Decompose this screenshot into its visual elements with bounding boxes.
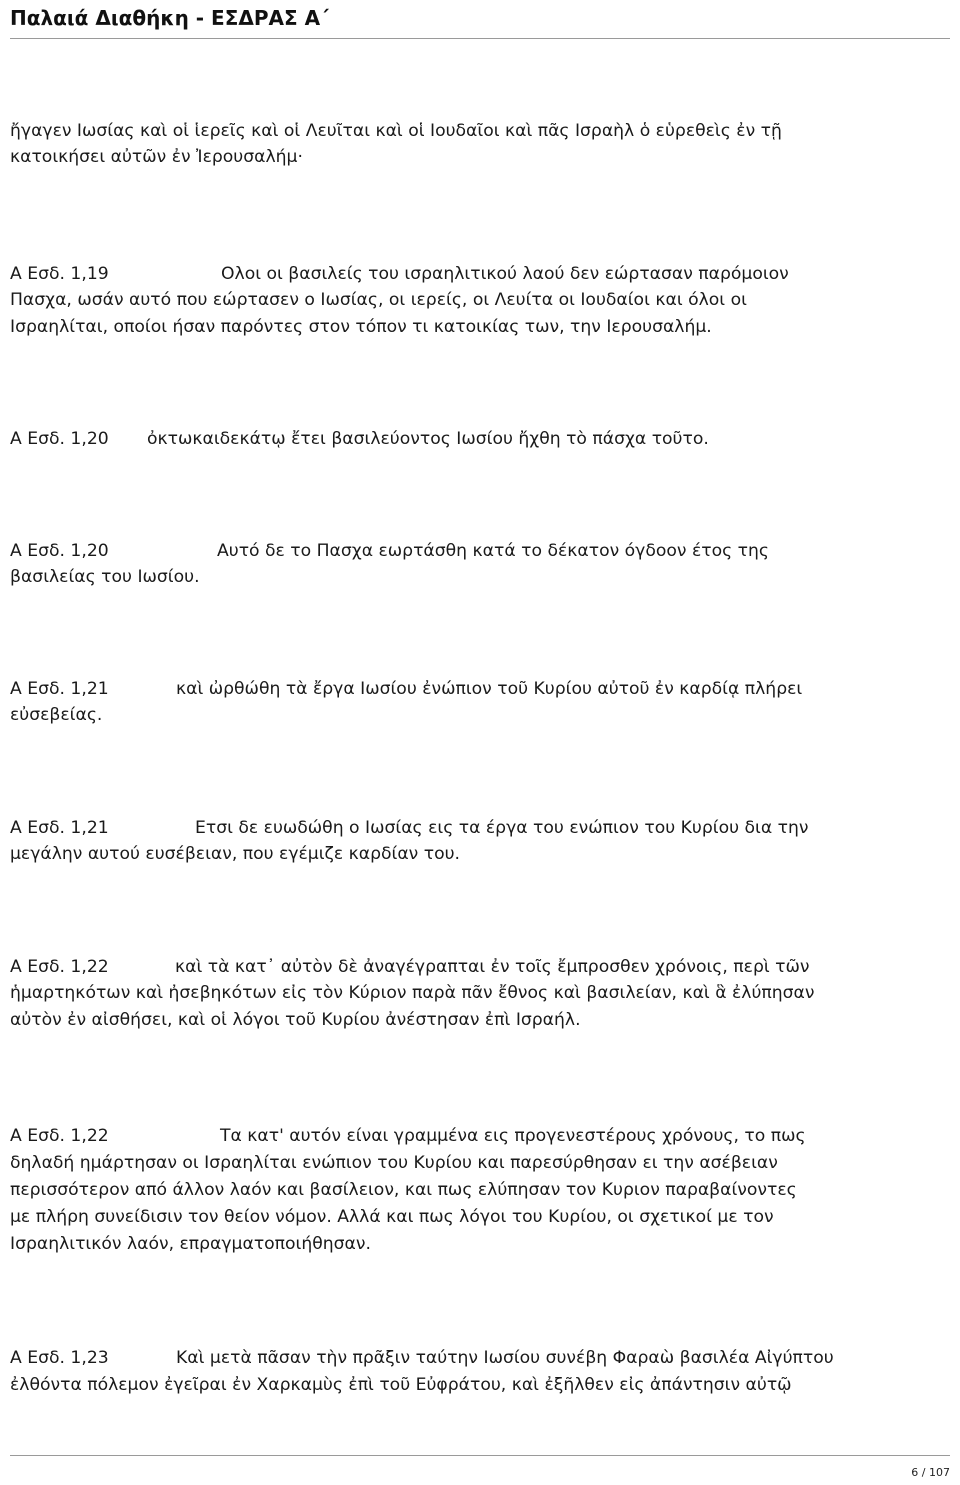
verse-line: ἐλθόντα πόλεμον ἐγεῖραι ἐν Χαρκαμὺς ἐπὶ τοῦ Εὐφράτου, καὶ ἐξῆλθεν εἰς ἀπάντησιν αὐτῷ	[10, 1375, 792, 1395]
verse-reference: Α Εσδ. 1,23	[10, 1348, 109, 1368]
verse-reference: Α Εσδ. 1,22	[10, 1126, 109, 1146]
verse-line: ἡμαρτηκότων καὶ ἠσεβηκότων εἰς τὸν Κύριον παρὰ πᾶν ἔθνος καὶ βασιλείαν, καὶ ἃ ἐλύπησαν	[10, 983, 815, 1003]
verse-text: καὶ ὠρθώθη τὰ ἔργα Ιωσίου ἐνώπιον τοῦ Κυρίου αὐτοῦ ἐν καρδίᾳ πλήρει	[176, 679, 803, 699]
verse-line	[10, 426, 709, 452]
verse-line	[10, 538, 769, 564]
verse-text: Ολοι οι βασιλείς του ισραηλιτικού λαού δεν εώρτασαν παρόμοιον	[221, 264, 789, 284]
verse-text: καὶ τὰ κατ᾿ αὐτὸν δὲ ἀναγέγραπται ἐν τοῖς ἔμπροσθεν χρόνοις, περὶ τῶν	[175, 957, 810, 977]
verse-line	[10, 954, 809, 980]
verse-line	[10, 676, 802, 702]
verse-line: βασιλείας του Ιωσίου.	[10, 567, 200, 587]
verse-reference: Α Εσδ. 1,21	[10, 818, 109, 838]
page-number: 6 / 107	[911, 1466, 950, 1479]
verse-reference: Α Εσδ. 1,19	[10, 264, 109, 284]
verse-line: αὐτὸν ἐν αἰσθήσει, καὶ οἱ λόγοι τοῦ Κυρίου ἀνέστησαν ἐπὶ Ισραήλ.	[10, 1010, 581, 1030]
header-divider	[10, 38, 950, 39]
document-title: Παλαιά Διαθήκη - ΕΣΔΡΑΣ Α΄	[10, 6, 329, 30]
verse-line	[10, 261, 789, 287]
verse-line: μεγάλην αυτού ευσέβειαν, που εγέμιζε καρδίαν του.	[10, 844, 460, 864]
footer-divider	[10, 1455, 950, 1456]
page-header	[10, 0, 950, 46]
page-footer	[10, 1455, 950, 1485]
verse-text: Ετσι δε ευωδώθη ο Ιωσίας εις τα έργα του ενώπιον του Κυρίου δια την	[195, 818, 809, 838]
verse-text: Αυτό δε το Πασχα εωρτάσθη κατά το δέκατον όγδοον έτος της	[217, 541, 769, 561]
verse-line: Πασχα, ωσάν αυτό που εώρτασεν ο Ιωσίας, οι ιερείς, οι Λευίτα οι Ιουδαίοι και όλοι οι	[10, 290, 747, 310]
verse-line: Ισραηλιτικόν λαόν, επραγματοποιήθησαν.	[10, 1234, 371, 1254]
verse-line: ἤγαγεν Ιωσίας καὶ οἱ ἱερεῖς καὶ οἱ Λευῖται καὶ οἱ Ιουδαῖοι καὶ πᾶς Ισραὴλ ὁ εὑρεθεὶς ἐν τῇ	[10, 121, 782, 141]
verse-reference: Α Εσδ. 1,21	[10, 679, 109, 699]
verse-reference: Α Εσδ. 1,22	[10, 957, 109, 977]
verse-line	[10, 1345, 834, 1371]
verse-line	[10, 1123, 806, 1149]
verse-text: Καὶ μετὰ πᾶσαν τὴν πρᾶξιν ταύτην Ιωσίου συνέβη Φαραὼ βασιλέα Αἰγύπτου	[176, 1348, 834, 1368]
verse-line: Ισραηλίται, οποίοι ήσαν παρόντες στον τόπον τι κατοικίας των, την Ιερουσαλήμ.	[10, 317, 712, 337]
verse-line: κατοικήσει αὐτῶν ἐν Ἰερουσαλήμ·	[10, 147, 303, 167]
verse-reference: Α Εσδ. 1,20	[10, 541, 109, 561]
verse-text: Τα κατ' αυτόν είναι γραμμένα εις προγενεστέρους χρόνους, το πως	[220, 1126, 806, 1146]
verse-text: ὀκτωκαιδεκάτῳ ἔτει βασιλεύοντος Ιωσίου ἤχθη τὸ πάσχα τοῦτο.	[147, 429, 709, 449]
verse-line: περισσότερον από άλλον λαόν και βασίλειον, και πως ελύπησαν τον Κυριον παραβαίνοντες	[10, 1180, 797, 1200]
verse-line: δηλαδή ημάρτησαν οι Ισραηλίται ενώπιον του Κυρίου και παρεσύρθησαν ει την ασέβειαν	[10, 1153, 778, 1173]
verse-line: εὐσεβείας.	[10, 705, 103, 725]
verse-line	[10, 815, 808, 841]
verse-reference: Α Εσδ. 1,20	[10, 429, 109, 449]
verse-line: με πλήρη συνείδισιν τον θείον νόμον. Αλλά και πως λόγοι του Κυρίου, οι σχετικοί με τον	[10, 1207, 774, 1227]
